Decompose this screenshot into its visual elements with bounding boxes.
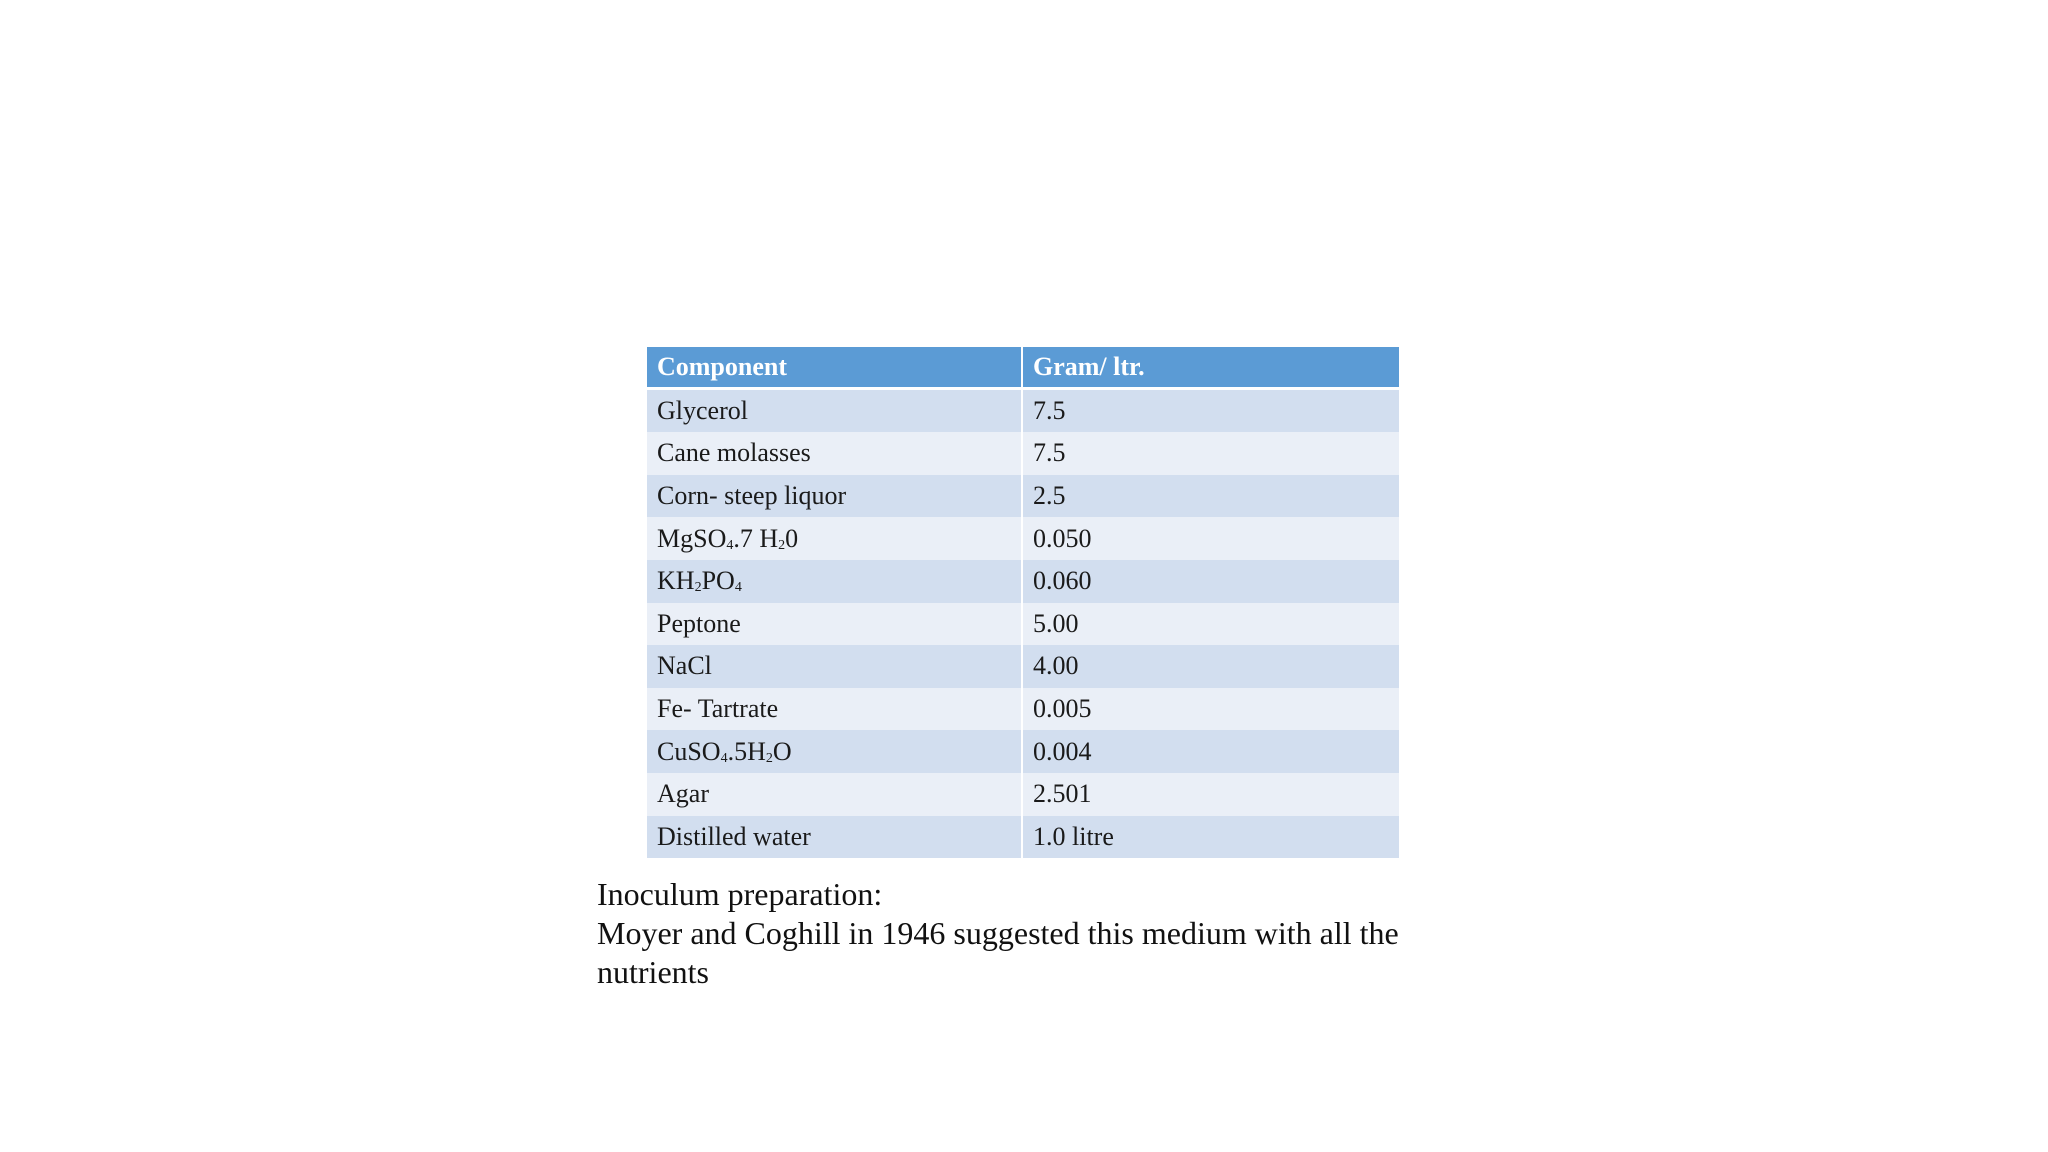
- table-row: [647, 816, 1399, 859]
- table-row: [647, 560, 1399, 603]
- caption-block: [597, 875, 1457, 992]
- table-row: [647, 390, 1399, 433]
- table-row: [647, 773, 1399, 816]
- component-cell: Cane molasses: [647, 432, 1023, 475]
- component-cell: Peptone: [647, 603, 1023, 646]
- table-row: [647, 475, 1399, 518]
- table-header-row: [647, 347, 1399, 390]
- value-cell: 2.5: [1023, 475, 1399, 518]
- formula-subscript: 4: [726, 537, 734, 553]
- table-row: [647, 517, 1399, 560]
- component-cell: [647, 730, 1023, 773]
- value-cell: 7.5: [1023, 390, 1399, 433]
- value-cell: 1.0 litre: [1023, 816, 1399, 859]
- column-header-component: Component: [647, 347, 1023, 390]
- value-cell: 0.060: [1023, 560, 1399, 603]
- formula-subscript: 4: [734, 580, 742, 596]
- formula-part: O: [772, 736, 792, 766]
- column-header-gram-per-litre: Gram/ ltr.: [1023, 347, 1399, 390]
- formula-subscript: 2: [765, 750, 773, 766]
- value-cell: 0.005: [1023, 688, 1399, 731]
- formula-part: PO: [701, 566, 735, 596]
- table-row: [647, 645, 1399, 688]
- formula-part: KH: [657, 566, 695, 596]
- value-cell: 5.00: [1023, 603, 1399, 646]
- value-cell: 4.00: [1023, 645, 1399, 688]
- media-composition-table: [647, 347, 1399, 858]
- component-cell: Distilled water: [647, 816, 1023, 859]
- table-row: [647, 603, 1399, 646]
- table-row: [647, 688, 1399, 731]
- formula-part: .7 H: [733, 523, 779, 553]
- component-cell: Corn- steep liquor: [647, 475, 1023, 518]
- formula-subscript: 4: [720, 750, 728, 766]
- formula-part: 0: [785, 523, 799, 553]
- formula-part: .5H: [727, 736, 766, 766]
- value-cell: 0.050: [1023, 517, 1399, 560]
- component-cell: [647, 517, 1023, 560]
- component-cell: Glycerol: [647, 390, 1023, 433]
- formula-subscript: 2: [778, 537, 786, 553]
- component-cell: [647, 560, 1023, 603]
- component-cell: Agar: [647, 773, 1023, 816]
- table-row: [647, 432, 1399, 475]
- component-cell: Fe- Tartrate: [647, 688, 1023, 731]
- value-cell: 7.5: [1023, 432, 1399, 475]
- table-row: [647, 730, 1399, 773]
- component-cell: NaCl: [647, 645, 1023, 688]
- value-cell: 0.004: [1023, 730, 1399, 773]
- formula-part: CuSO: [657, 736, 721, 766]
- caption-body: Moyer and Coghill in 1946 suggested this medium with all the nutrients: [597, 915, 1399, 990]
- formula-subscript: 2: [694, 580, 702, 596]
- caption-heading: Inoculum preparation:: [597, 876, 883, 912]
- value-cell: 2.501: [1023, 773, 1399, 816]
- formula-part: MgSO: [657, 523, 727, 553]
